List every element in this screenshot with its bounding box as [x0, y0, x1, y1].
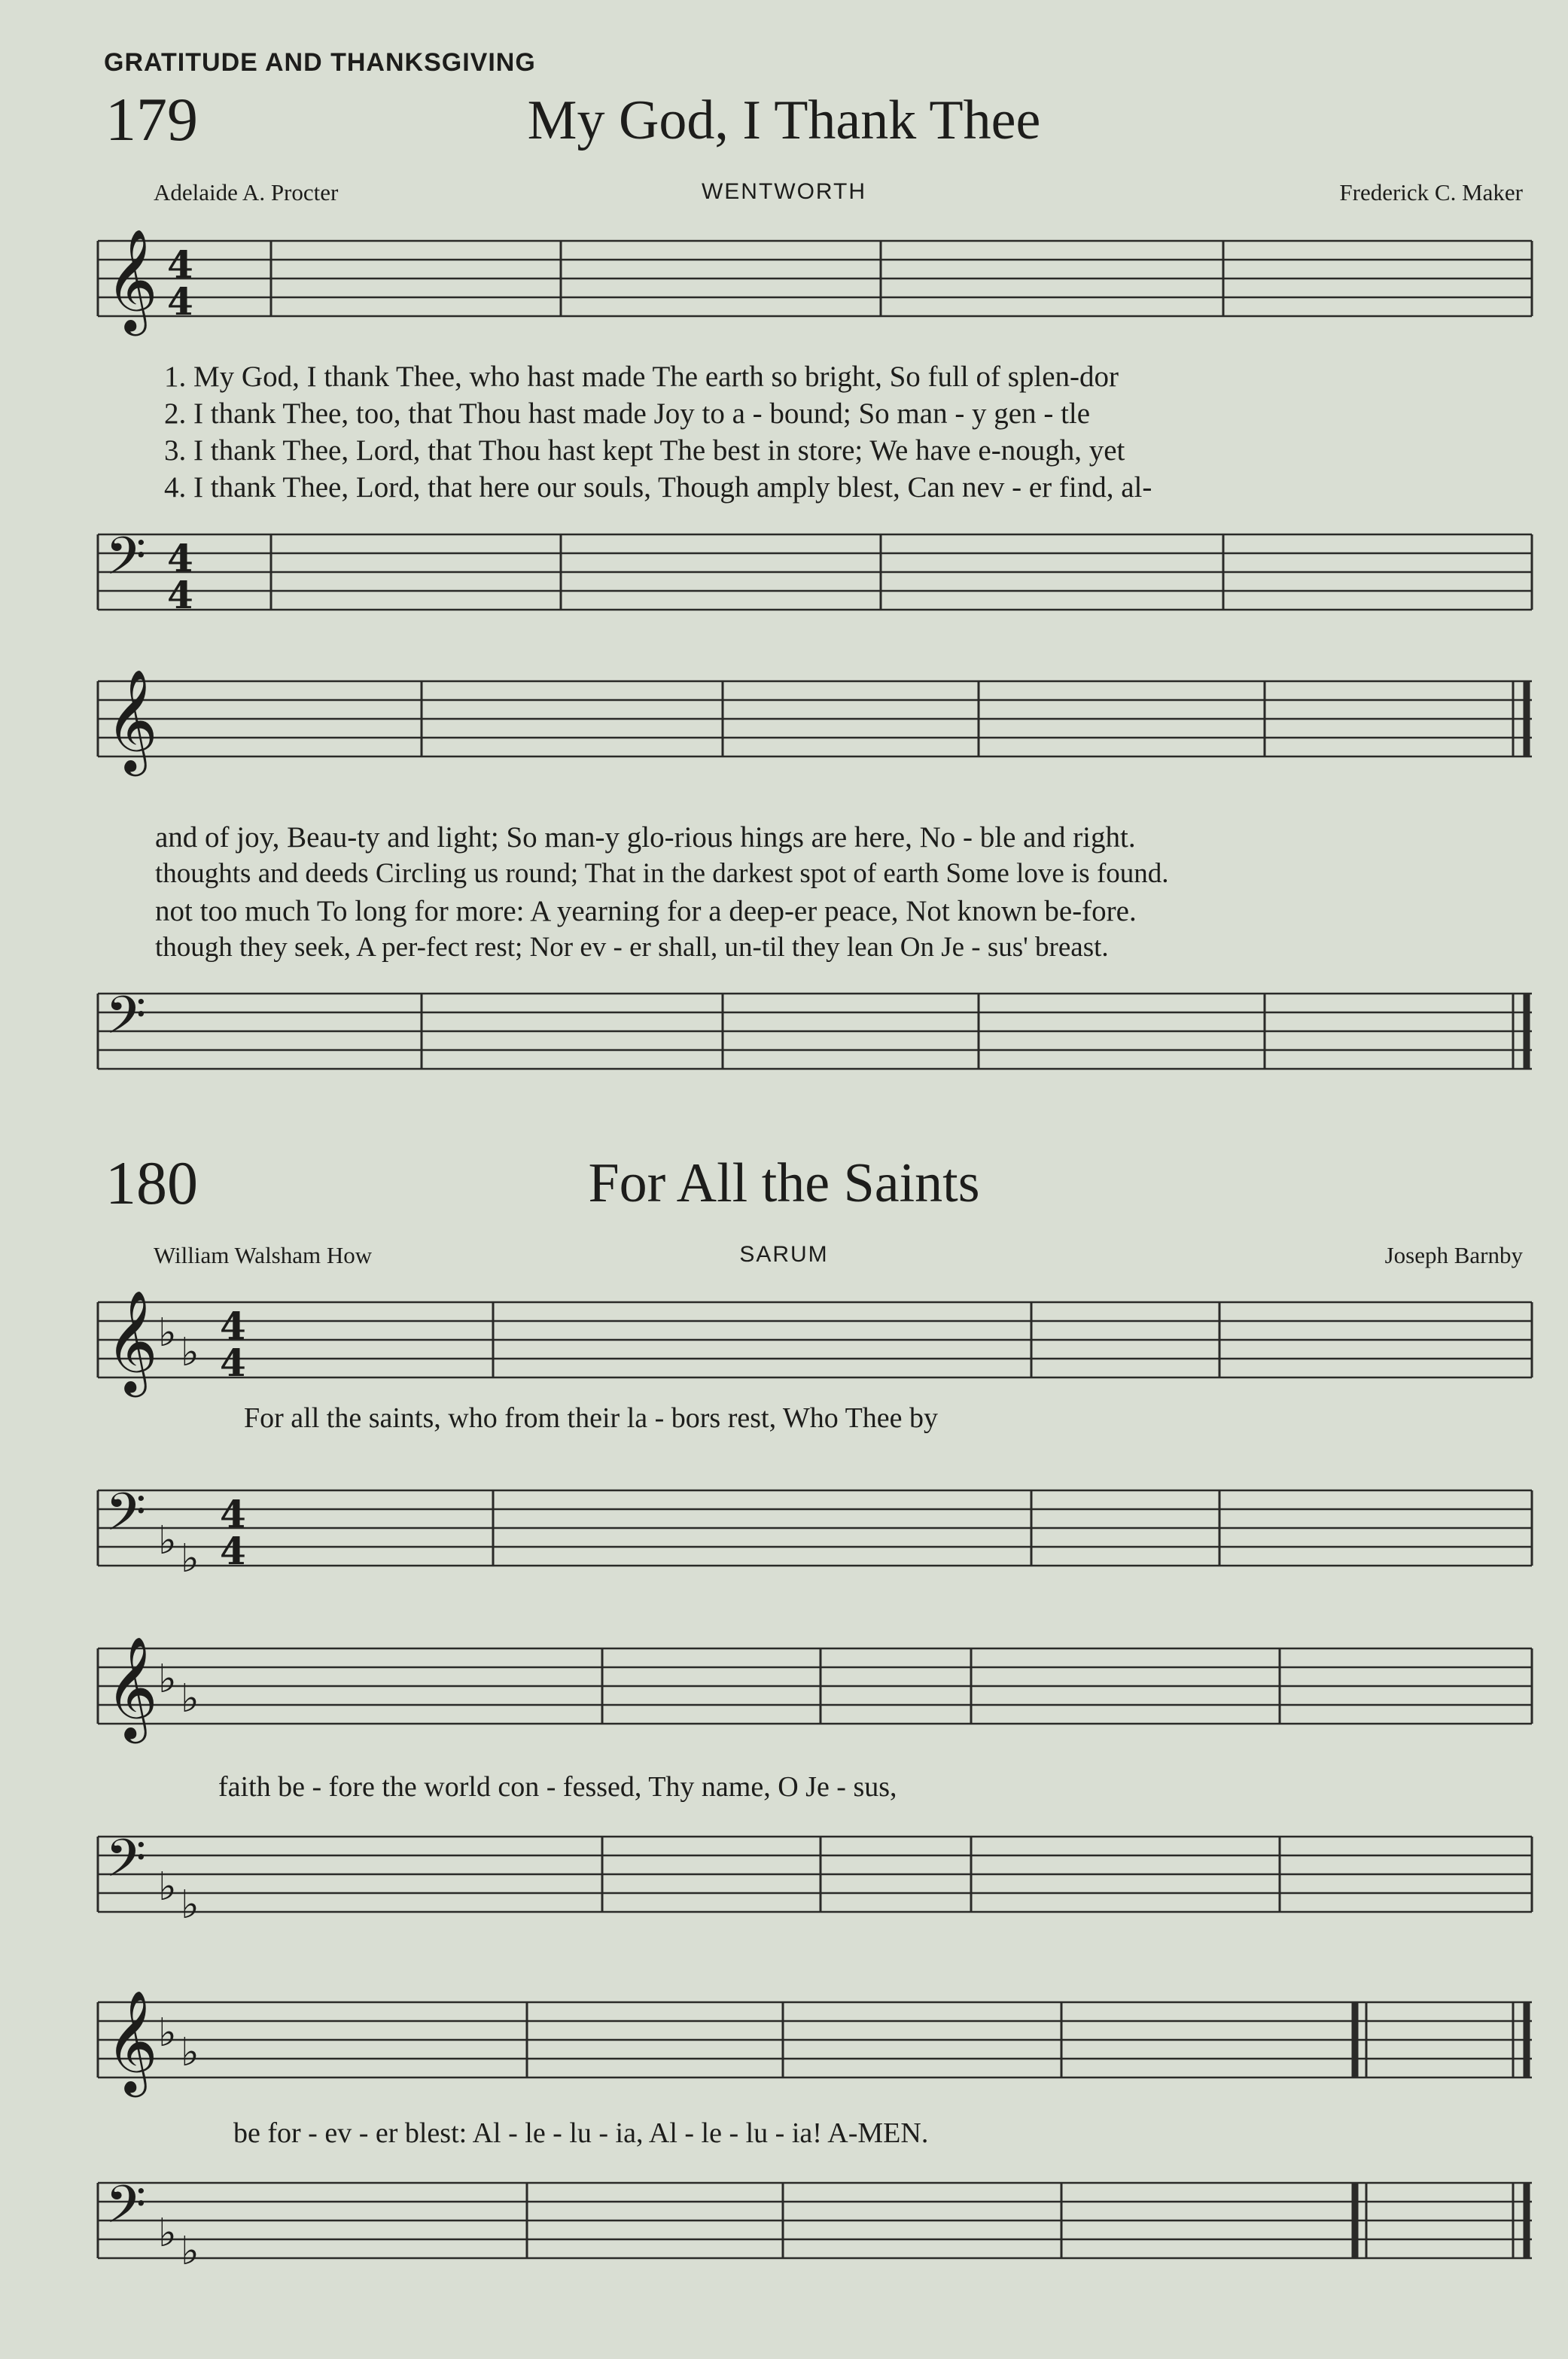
- treble-clef-icon: 𝄞: [105, 1289, 158, 1393]
- tune-name: SARUM: [739, 1242, 829, 1267]
- hymn-title: For All the Saints: [588, 1152, 980, 1214]
- bass-clef-icon: 𝄢: [105, 2174, 147, 2248]
- svg-text:4: 4: [167, 536, 193, 580]
- flat-icon: ♭: [181, 2030, 199, 2075]
- bass-clef-icon: 𝄢: [105, 985, 147, 1058]
- bass-staff: [0, 519, 1568, 625]
- flat-icon: ♭: [158, 1518, 177, 1563]
- hymn-title: My God, I Thank Thee: [527, 90, 1041, 151]
- svg-text:4: 4: [220, 1492, 246, 1536]
- verse-line: 1. My God, I thank Thee, who hast made The earth so bright, So full of splen-dor: [164, 361, 1119, 393]
- lyric-line: be for - ev - er blest: Al - le - lu - ia, Al - le - lu - ia! A-MEN.: [233, 2117, 929, 2149]
- bass-clef-icon: 𝄢: [105, 525, 147, 599]
- verse-line: and of joy, Beau-ty and light; So man-y glo-rious hings are here, No - ble and right.: [155, 821, 1136, 854]
- tune-name: WENTWORTH: [701, 179, 867, 204]
- treble-clef-icon: 𝄞: [105, 1989, 158, 2093]
- flat-icon: ♭: [181, 1536, 199, 1581]
- hymn-number: 180: [105, 1149, 198, 1217]
- flat-icon: ♭: [158, 2211, 177, 2256]
- author-credit: William Walsham How: [154, 1242, 373, 1268]
- flat-icon: ♭: [181, 1883, 199, 1928]
- verse-line: 2. I thank Thee, too, that Thou hast made Joy to a - bound; So man - y gen - tle: [164, 397, 1091, 430]
- flat-icon: ♭: [158, 1864, 177, 1910]
- treble-staff: [0, 1633, 1568, 1739]
- flat-icon: ♭: [181, 1330, 199, 1375]
- bass-staff: [0, 1822, 1568, 1927]
- svg-text:4: 4: [167, 279, 193, 324]
- verse-line: not too much To long for more: A yearning for a deep-er peace, Not known be-fore.: [155, 895, 1137, 927]
- bass-staff: [0, 979, 1568, 1084]
- section-label: GRATITUDE AND THANKSGIVING: [104, 48, 536, 77]
- treble-staff: [0, 666, 1568, 772]
- bass-staff: [0, 2168, 1568, 2273]
- svg-text:4: 4: [220, 1341, 246, 1385]
- bass-clef-icon: 𝄢: [105, 1481, 147, 1555]
- svg-text:4: 4: [220, 1304, 246, 1348]
- verse-line: 4. I thank Thee, Lord, that here our souls, Though amply blest, Can nev - er find, al-: [164, 471, 1152, 504]
- lyric-line: faith be - fore the world con - fessed, Thy name, O Je - sus,: [218, 1771, 897, 1803]
- svg-text:4: 4: [220, 1529, 246, 1573]
- flat-icon: ♭: [158, 1310, 177, 1356]
- composer-credit: Joseph Barnby: [1384, 1242, 1523, 1268]
- treble-clef-icon: 𝄞: [105, 227, 158, 331]
- flat-icon: ♭: [158, 1657, 177, 1702]
- composer-credit: Frederick C. Maker: [1339, 179, 1523, 205]
- hymn-number: 179: [105, 85, 198, 154]
- treble-staff: [0, 1987, 1568, 2093]
- flat-icon: ♭: [181, 2229, 199, 2274]
- lyric-line: For all the saints, who from their la - bors rest, Who Thee by: [244, 1402, 939, 1434]
- treble-staff: [0, 226, 1568, 331]
- bass-staff: [0, 1475, 1568, 1581]
- svg-text:4: 4: [167, 573, 193, 617]
- verse-line: 3. I thank Thee, Lord, that Thou hast kept The best in store; We have e-nough, yet: [164, 434, 1125, 467]
- treble-clef-icon: 𝄞: [105, 1635, 158, 1739]
- staff-lines: [98, 241, 1532, 316]
- treble-clef-icon: 𝄞: [105, 668, 158, 772]
- time-signature: 4: [167, 242, 193, 287]
- flat-icon: ♭: [158, 2010, 177, 2056]
- bass-clef-icon: 𝄢: [105, 1828, 147, 1901]
- author-credit: Adelaide A. Procter: [154, 179, 339, 205]
- treble-staff: [0, 1287, 1568, 1393]
- verse-line: thoughts and deeds Circling us round; That in the darkest spot of earth Some love is found.: [155, 858, 1169, 889]
- flat-icon: ♭: [181, 1676, 199, 1721]
- verse-line: though they seek, A per-fect rest; Nor ev - er shall, un-til they lean On Je - sus' breast.: [155, 932, 1109, 963]
